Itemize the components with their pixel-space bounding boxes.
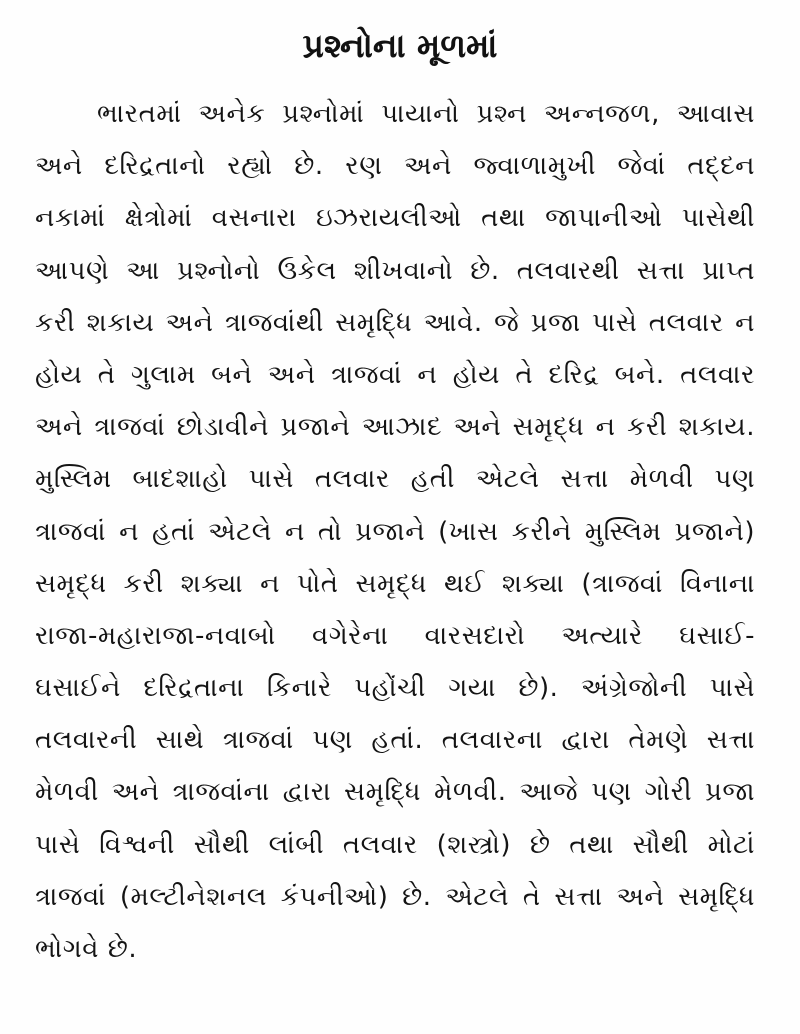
text-line: ઘસાઈને દરિદ્રતાના કિનારે પહોંચી ગયા છે). અંગ્રેજોની પાસે — [35, 673, 755, 704]
text-line: અને દરિદ્રતાનો રહ્યો છે. રણ અને જ્વાળામુખી જેવાં તદ્દન — [35, 151, 755, 182]
text-line: રાજા-મહારાજા-નવાબો વગેરેના વારસદારો અત્યારે ઘસાઈ- — [35, 620, 755, 651]
text-line: મેળવી અને ત્રાજવાંના દ્વારા સમૃદ્ધિ મેળવી. આજે પણ ગોરી પ્રજા — [35, 777, 755, 808]
text-line: પાસે વિશ્વની સૌથી લાંબી તલવાર (શસ્ત્રો) છે તથા સૌથી મોટાં — [35, 829, 755, 860]
text-line: ત્રાજવાં ન હતાં એટલે ન તો પ્રજાને (ખાસ કરીને મુસ્લિમ પ્રજાને) — [35, 516, 755, 547]
text-line: ત્રાજવાં (મલ્ટીનેશનલ કંપનીઓ) છે. એટલે તે સત્તા અને સમૃદ્ધિ — [35, 881, 755, 912]
body-paragraph — [35, 88, 755, 975]
text-line: તલવારની સાથે ત્રાજવાં પણ હતાં. તલવારના દ્વારા તેમણે સત્તા — [35, 725, 755, 756]
page-title: પ્રશ્નોના મૂળમાં — [302, 26, 498, 65]
text-line: ભોગવે છે. — [35, 934, 138, 964]
text-line: આપણે આ પ્રશ્નોનો ઉકેલ શીખવાનો છે. તલવારથી સત્તા પ્રાપ્ત — [35, 255, 755, 286]
text-line: હોય તે ગુલામ બને અને ત્રાજવાં ન હોય તે દરિદ્ર બને. તલવાર — [35, 359, 755, 390]
text-line: નકામાં ક્ષેત્રોમાં વસનારા ઇઝરાયલીઓ તથા જાપાનીઓ પાસેથી — [35, 203, 755, 234]
text-line: અને ત્રાજવાં છોડાવીને પ્રજાને આઝાદ અને સમૃદ્ધ ન કરી શકાય. — [35, 412, 755, 443]
text-line: સમૃદ્ધ કરી શક્યા ન પોતે સમૃદ્ધ થઈ શક્યા (ત્રાજવાં વિનાના — [35, 568, 755, 599]
text-line: કરી શકાય અને ત્રાજવાંથી સમૃદ્ધિ આવે. જે પ્રજા પાસે તલવાર ન — [35, 307, 755, 338]
text-line: મુસ્લિમ બાદશાહો પાસે તલવાર હતી એટલે સત્તા મેળવી પણ — [35, 464, 755, 495]
text-line: ભારતમાં અનેક પ્રશ્નોમાં પાયાનો પ્રશ્ન અન્નજળ, આવાસ — [97, 99, 755, 129]
